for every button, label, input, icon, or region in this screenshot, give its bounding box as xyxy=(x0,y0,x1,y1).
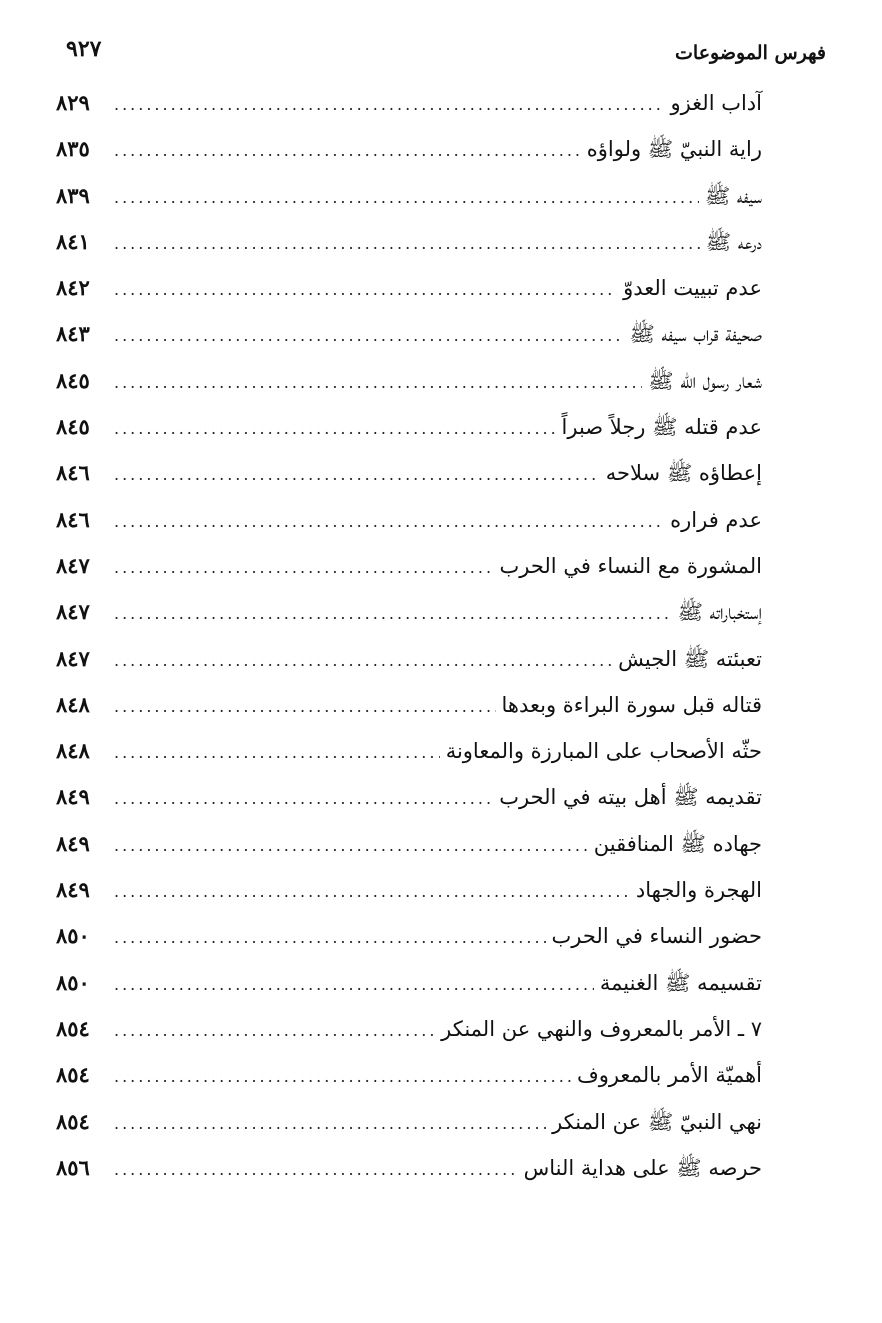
toc-entry-title: الهجرة والجهاد xyxy=(635,878,762,903)
toc-entry xyxy=(56,80,762,126)
toc-entry-page: ٨٤٨ xyxy=(56,691,90,717)
dot-leader xyxy=(114,869,630,915)
toc-entry-title: عدم قتله ﷺ رجلاً صبراً xyxy=(561,415,762,440)
toc-entry-page: ٨٢٩ xyxy=(56,90,90,115)
toc-entry xyxy=(56,636,762,682)
dot-leader xyxy=(114,591,672,637)
dot-leader xyxy=(114,267,617,313)
toc-entry-page: ٨٤٨ xyxy=(56,738,90,764)
toc-entry-page: ٨٥٤ xyxy=(56,1062,90,1088)
toc-entry xyxy=(56,1099,762,1145)
dot-leader xyxy=(114,82,664,128)
toc-entry-title: جهاده ﷺ المنافقين xyxy=(593,831,762,856)
toc-entry xyxy=(56,543,762,589)
toc-entry-title: تعبئته ﷺ الجيش xyxy=(618,646,762,671)
toc-entry-page: ٨٤٦ xyxy=(56,506,90,532)
toc-entry-title: نهي النبيّ ﷺ عن المنكر xyxy=(552,1109,762,1134)
dot-leader xyxy=(114,175,699,221)
toc-entry-title: درعه ﷺ xyxy=(705,229,762,254)
dot-leader xyxy=(114,915,546,961)
dot-leader xyxy=(114,1147,518,1193)
toc-entry xyxy=(56,913,762,959)
toc-entry xyxy=(56,589,762,635)
toc-entry-title: عدم فراره xyxy=(670,507,762,532)
table-of-contents xyxy=(56,80,762,1191)
page-header xyxy=(66,30,826,70)
toc-entry xyxy=(56,173,762,219)
toc-entry-page: ٨٤٩ xyxy=(56,877,90,903)
toc-entry xyxy=(56,311,762,357)
dot-leader xyxy=(114,1054,571,1100)
toc-entry-title: حضور النساء في الحرب xyxy=(551,924,762,949)
dot-leader xyxy=(114,499,664,545)
toc-entry xyxy=(56,1145,762,1191)
dot-leader xyxy=(114,962,594,1008)
toc-entry-page: ٨٤٧ xyxy=(56,645,90,671)
page-number: ٩٢٧ xyxy=(66,36,102,62)
toc-entry-title: شعار رسول اللّه ﷺ xyxy=(648,368,762,393)
toc-entry-title: آداب الغزو xyxy=(670,91,762,115)
toc-entry xyxy=(56,404,762,450)
toc-entry-page: ٨٤٧ xyxy=(56,552,90,578)
dot-leader xyxy=(114,360,642,406)
toc-entry-page: ٨٥٤ xyxy=(56,1015,90,1041)
toc-entry xyxy=(56,728,762,774)
toc-entry-title: ٧ ـ الأمر بالمعروف والنهي عن المنكر xyxy=(441,1016,762,1041)
toc-entry-title: راية النبيّ ﷺ ولواؤه xyxy=(586,137,762,162)
dot-leader xyxy=(114,128,581,174)
toc-entry xyxy=(56,450,762,496)
toc-entry-page: ٨٤٢ xyxy=(56,275,90,301)
toc-entry-page: ٨٥٠ xyxy=(56,923,90,949)
toc-entry xyxy=(56,126,762,172)
toc-entry-title: أهميّة الأمر بالمعروف xyxy=(576,1063,762,1088)
dot-leader xyxy=(114,452,600,498)
running-title: فهرس الموضوعات xyxy=(675,42,826,64)
toc-entry-page: ٨٥٦ xyxy=(56,1154,90,1180)
dot-leader xyxy=(114,638,612,684)
toc-entry-page: ٨٥٠ xyxy=(56,969,90,995)
toc-entry-title: حرصه ﷺ على هداية الناس xyxy=(523,1155,762,1180)
toc-entry xyxy=(56,219,762,265)
toc-entry-page: ٨٣٥ xyxy=(56,136,90,162)
toc-entry-title: تقسيمه ﷺ الغنيمة xyxy=(599,970,762,995)
toc-entry-title: إستخباراته ﷺ xyxy=(677,600,762,625)
toc-entry-title: المشورة مع النساء في الحرب xyxy=(499,553,762,578)
toc-entry xyxy=(56,774,762,820)
toc-entry-page: ٨٤٧ xyxy=(56,599,90,625)
toc-entry xyxy=(56,1006,762,1052)
dot-leader xyxy=(114,545,494,591)
dot-leader xyxy=(114,406,556,452)
toc-entry-page: ٨٤٩ xyxy=(56,784,90,810)
toc-entry-page: ٨٥٤ xyxy=(56,1108,90,1134)
toc-entry-page: ٨٤١ xyxy=(56,228,90,254)
toc-entry xyxy=(56,265,762,311)
dot-leader xyxy=(114,684,496,730)
dot-leader xyxy=(114,1101,546,1147)
toc-entry xyxy=(56,867,762,913)
toc-entry-page: ٨٤٣ xyxy=(56,321,90,347)
dot-leader xyxy=(114,776,493,822)
dot-leader xyxy=(114,1008,435,1054)
toc-entry-title: صحيفة قراب سيفه ﷺ xyxy=(629,322,762,347)
toc-entry-title: عدم تبييت العدوّ xyxy=(623,276,762,301)
dot-leader xyxy=(114,221,700,267)
toc-entry-title: سيفه ﷺ xyxy=(704,183,762,208)
toc-entry xyxy=(56,497,762,543)
toc-entry xyxy=(56,1052,762,1098)
toc-entry-title: قتاله قبل سورة البراءة وبعدها xyxy=(501,692,762,717)
toc-entry-title: حثّه الأصحاب على المبارزة والمعاونة xyxy=(445,739,762,764)
toc-entry-page: ٨٤٦ xyxy=(56,460,90,486)
toc-entry-title: إعطاؤه ﷺ سلاحه xyxy=(605,461,762,486)
toc-entry xyxy=(56,821,762,867)
toc-entry xyxy=(56,682,762,728)
dot-leader xyxy=(114,730,440,776)
toc-entry-page: ٨٤٩ xyxy=(56,830,90,856)
toc-entry xyxy=(56,358,762,404)
dot-leader xyxy=(114,823,588,869)
toc-entry-page: ٨٤٥ xyxy=(56,367,90,393)
toc-entry-title: تقديمه ﷺ أهل بيته في الحرب xyxy=(499,785,762,810)
toc-entry xyxy=(56,960,762,1006)
dot-leader xyxy=(114,313,623,359)
toc-entry-page: ٨٤٥ xyxy=(56,414,90,440)
toc-entry-page: ٨٣٩ xyxy=(56,182,90,208)
